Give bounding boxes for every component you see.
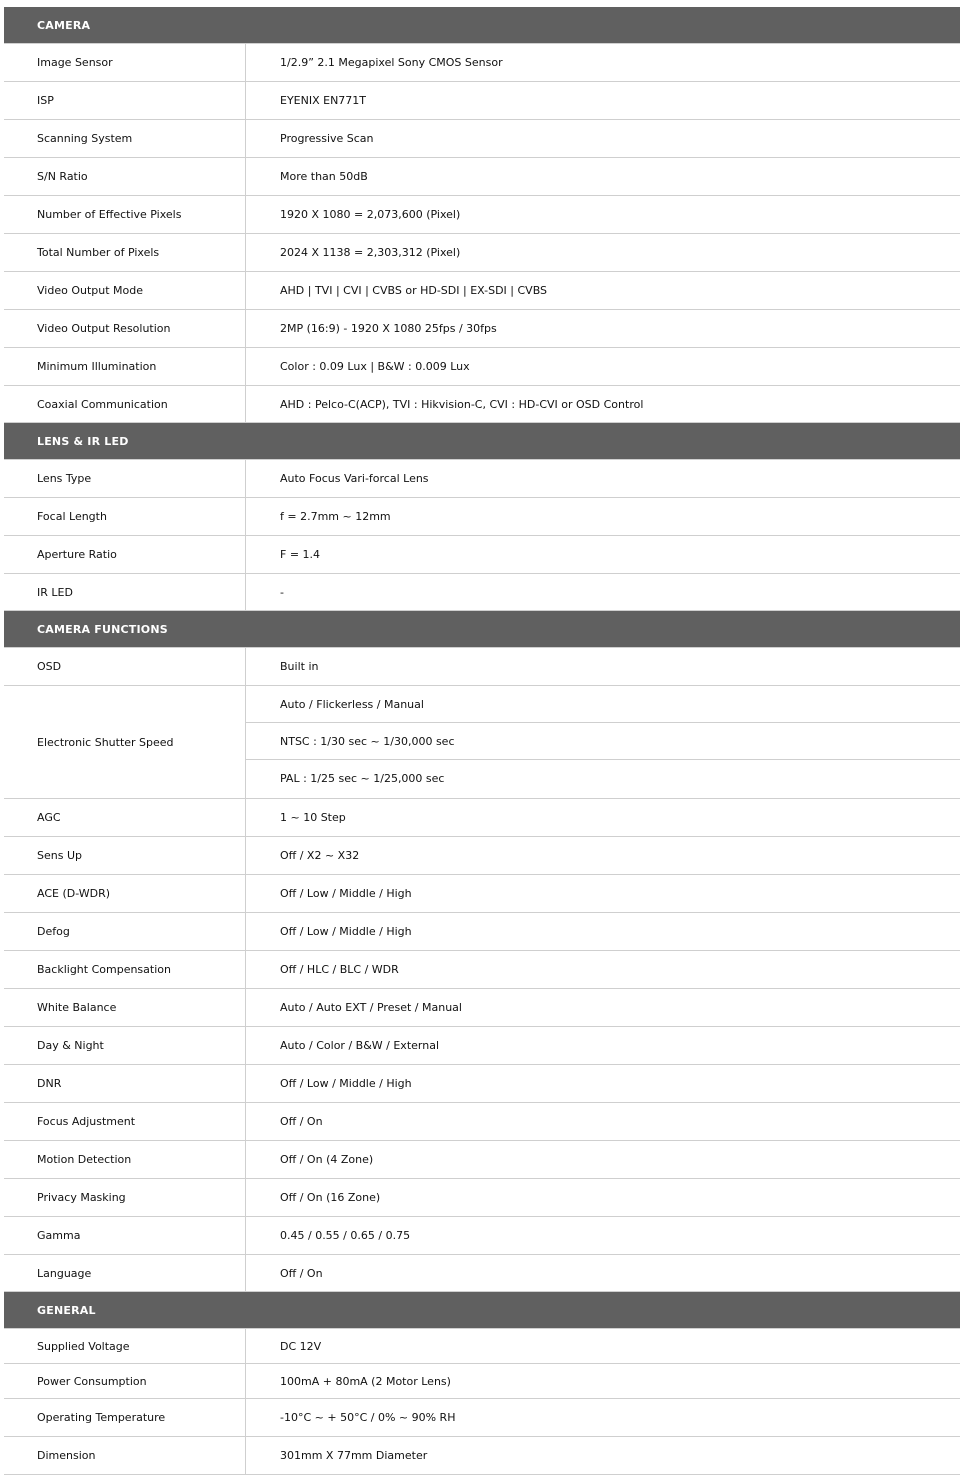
spec-label: AGC [4,799,246,836]
spec-value: PAL : 1/25 sec ~ 1/25,000 sec [280,772,445,785]
spec-label: Video Output Resolution [4,310,246,347]
spec-value: 2024 X 1138 = 2,303,312 (Pixel) [280,246,461,259]
spec-label: Backlight Compensation [4,951,246,988]
table-row [4,1179,960,1217]
spec-value: Off / On (4 Zone) [280,1153,374,1166]
spec-value: 0.45 / 0.55 / 0.65 / 0.75 [280,1229,411,1242]
table-row [4,158,960,196]
table-row [4,1364,960,1399]
table-row [4,1103,960,1141]
spec-value: Off / X2 ~ X32 [280,849,360,862]
spec-value-group [246,686,960,798]
spec-value: AHD : Pelco-C(ACP), TVI : Hikvision-C, CVI : HD-CVI or OSD Control [280,397,644,411]
spec-label: DNR [4,1065,246,1102]
table-row [4,82,960,120]
spec-label: S/N Ratio [4,158,246,195]
table-row [4,1141,960,1179]
spec-label: Aperture Ratio [4,536,246,573]
spec-label: Sens Up [4,837,246,874]
spec-value: Auto Focus Vari-forcal Lens [280,472,429,485]
spec-label: Lens Type [4,460,246,497]
table-row [4,536,960,574]
spec-label: Dimension [4,1437,246,1474]
spec-label: Gamma [4,1217,246,1254]
spec-value: -10°C ~ + 50°C / 0% ~ 90% RH [280,1411,456,1424]
spec-value: F = 1.4 [280,548,321,561]
section-header-camera: CAMERA [4,7,960,44]
table-row [4,44,960,82]
spec-label: Supplied Voltage [4,1329,246,1363]
table-row [4,574,960,611]
table-row [4,799,960,837]
spec-value: Off / On [280,1266,323,1280]
table-row [4,272,960,310]
spec-label: Power Consumption [4,1364,246,1398]
spec-value: Auto / Color / B&W / External [280,1039,439,1052]
spec-label: Video Output Mode [4,272,246,309]
spec-value: - [280,585,284,599]
spec-value: 1 ~ 10 Step [280,811,346,824]
table-row [4,196,960,234]
spec-value: Off / On (16 Zone) [280,1191,381,1204]
spec-value: Off / Low / Middle / High [280,887,412,900]
spec-value: Auto / Auto EXT / Preset / Manual [280,1001,462,1014]
spec-label: Day & Night [4,1027,246,1064]
spec-value: More than 50dB [280,170,368,183]
spec-label: ISP [4,82,246,119]
spec-label: White Balance [4,989,246,1026]
spec-value: Off / On [280,1115,323,1128]
spec-label: ACE (D-WDR) [4,875,246,912]
spec-label: Operating Temperature [4,1399,246,1436]
spec-table [4,0,960,1475]
spec-label: IR LED [4,574,246,610]
table-row [4,386,960,423]
spec-label: Language [4,1255,246,1291]
table-row [4,1399,960,1437]
table-row [4,234,960,272]
spec-label: Total Number of Pixels [4,234,246,271]
spec-label: Minimum Illumination [4,348,246,385]
table-row [4,1217,960,1255]
table-row [4,1027,960,1065]
table-row [4,951,960,989]
spec-label: Number of Effective Pixels [4,196,246,233]
spec-value: AHD | TVI | CVI | CVBS or HD-SDI | EX-SDI | CVBS [280,284,548,297]
spec-label: Scanning System [4,120,246,157]
table-row [4,875,960,913]
spec-value: Auto / Flickerless / Manual [246,686,960,723]
table-row [4,989,960,1027]
spec-value: 1920 X 1080 = 2,073,600 (Pixel) [280,208,461,221]
spec-value: 2MP (16:9) - 1920 X 1080 25fps / 30fps [280,322,497,335]
spec-value: 1/2.9” 2.1 Megapixel Sony CMOS Sensor [280,56,503,69]
spec-label: Defog [4,913,246,950]
spec-label: Coaxial Communication [4,386,246,422]
spec-label: Motion Detection [4,1141,246,1178]
table-row [4,1255,960,1292]
spec-label: Electronic Shutter Speed [4,686,246,798]
table-row [4,460,960,498]
section-header-general: GENERAL [4,1292,960,1329]
spec-value: Progressive Scan [280,132,374,145]
spec-label: Image Sensor [4,44,246,81]
spec-value: Color : 0.09 Lux | B&W : 0.009 Lux [280,360,470,373]
spec-value: DC 12V [280,1339,322,1353]
table-row [4,348,960,386]
spec-value: Off / Low / Middle / High [280,925,412,938]
section-header-lens-ir-led: LENS & IR LED [4,423,960,460]
table-row [4,686,960,799]
spec-label: Privacy Masking [4,1179,246,1216]
spec-value: 301mm X 77mm Diameter [280,1449,428,1462]
table-row [4,648,960,686]
spec-label: Focal Length [4,498,246,535]
spec-label: OSD [4,648,246,685]
spec-value: Off / Low / Middle / High [280,1077,412,1090]
spec-value: Built in [280,660,319,673]
table-row [4,1437,960,1475]
table-row [4,1065,960,1103]
spec-value: f = 2.7mm ~ 12mm [280,510,391,523]
table-row [4,498,960,536]
spec-label: Focus Adjustment [4,1103,246,1140]
section-header-camera-functions: CAMERA FUNCTIONS [4,611,960,648]
table-row [4,120,960,158]
table-row [4,310,960,348]
spec-value: 100mA + 80mA (2 Motor Lens) [280,1374,451,1388]
table-row [4,837,960,875]
spec-value: EYENIX EN771T [280,94,367,107]
table-row [4,1329,960,1364]
spec-value: Off / HLC / BLC / WDR [280,963,399,976]
table-row [4,913,960,951]
spec-value: NTSC : 1/30 sec ~ 1/30,000 sec [246,723,960,760]
